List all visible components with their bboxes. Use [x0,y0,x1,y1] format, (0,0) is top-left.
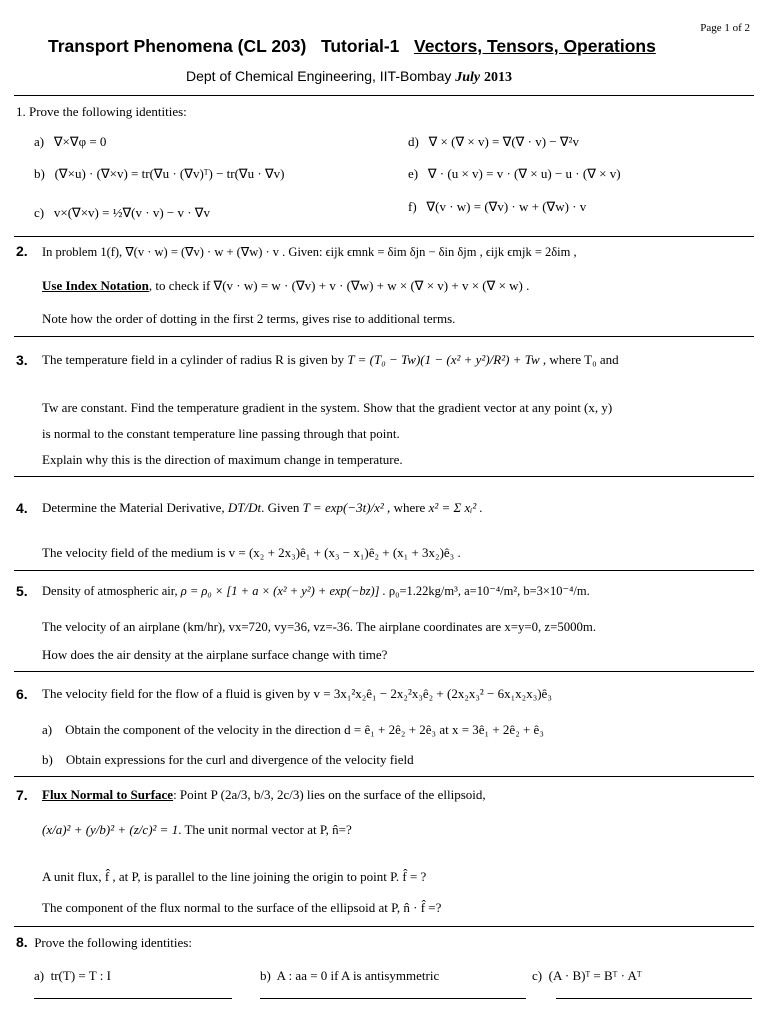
q8-b-equation: A : aa = 0 if A is antisymmetric [276,968,440,983]
q2-line2 [42,278,529,294]
q4-number: 4. [16,500,28,516]
q3-line4: Explain why this is the direction of maximum change in temperature. [42,452,403,467]
q3-line2: Tw are constant. Find the temperature gradient in the system. Show that the gradient vector at any point (x, y) [42,400,613,415]
q8-b [260,968,439,984]
q6-b [42,752,414,768]
divider [14,95,754,96]
q2-line1-b: ∇(v · w) = (∇v) · w + (∇w) · v . Given: ϵijk ϵmnk = δim δjn − δin δjm , ϵijk ϵmjk = 2δim , [125,245,577,259]
q7-line4: The component of the flux normal to the surface of the ellipsoid at P, n̂ · f̂ =? [42,900,442,915]
q1-a [34,134,106,150]
q8-text: Prove the following identities: [34,935,192,950]
q4-sum-eq: x² = Σ xᵢ² . [428,500,483,515]
q6-b-label: b) [42,752,53,767]
q1-e-label: e) [408,166,419,181]
answer-line [34,998,232,999]
q8-c-label: c) [532,968,543,983]
q7-line2 [42,822,352,838]
q6-a [42,722,544,738]
q5-density-eq: ρ = ρ₀ × [1 + a × (x² + y²) + exp(−bz)] . [180,584,386,598]
q6-a-text: Obtain the component of the velocity in the direction d = ê₁ + 2ê₂ + 2ê₃ at x = 3ê₁ + 2ê₂ + ê₃ [65,722,544,737]
q1-d-equation: ∇ × (∇ × v) = ∇(∇ · v) − ∇²v [428,134,579,149]
q6-a-label: a) [42,722,53,737]
divider [14,570,754,571]
date-month: July [455,70,481,85]
q7-line2-text: . The unit normal vector at P, n̂=? [178,822,352,837]
q7-line1-text: : Point P (2a/3, b/3, 2c/3) lies on the surface of the ellipsoid, [173,787,486,802]
q1-e-equation: ∇ · (u × v) = v · (∇ × u) − u · (∇ × v) [427,166,621,181]
q1-d-label: d) [408,134,419,149]
q5-line3: How does the air density at the airplane surface change with time? [42,647,388,662]
q3-line3: is normal to the constant temperature line passing through that point. [42,426,400,441]
date-year: 2013 [484,70,513,85]
q1-d [408,134,579,150]
q4-material-derivative: DT/Dt [227,500,262,515]
answer-line [260,998,526,999]
q5-constants: ρ₀=1.22kg/m³, a=10⁻⁴/m², b=3×10⁻⁴/m. [388,584,590,598]
q1-f [408,199,586,215]
divider [14,926,754,927]
page-number: Page 1 of 2 [700,22,750,34]
q4-line1-a: Determine the Material Derivative, [42,500,225,515]
q4-line1-e: where [393,500,426,515]
divider [14,236,754,237]
q1-text: Prove the following identities: [29,104,187,119]
q2-line1 [42,244,577,260]
q7-ellipsoid-eq: (x/a)² + (y/b)² + (z/c)² = 1 [42,822,179,837]
q5-line1-a: Density of atmospheric air, [42,584,178,598]
q2-line3: Note how the order of dotting in the first 2 terms, gives rise to additional terms. [42,311,456,326]
q7-line1 [42,787,486,803]
q1-number: 1. [16,104,26,119]
course-title: Transport Phenomena (CL 203) [48,36,307,56]
q1-b-equation: (∇×u) · (∇×v) = tr(∇u · (∇v)ᵀ) − tr(∇u · ∇v) [54,166,285,181]
q2-number: 2. [16,243,28,259]
q3-line1-text: The temperature field in a cylinder of radius R is given by [42,352,345,367]
q1-a-label: a) [34,134,45,149]
q1-e [408,166,621,182]
q6-line1: The velocity field for the flow of a fluid is given by v = 3x₁²x₂ê₁ − 2x₂²x₃ê₂ + (2x₂x₃² − 6x₁x₂x₃)ê₃ [42,686,552,701]
q7-heading: Flux Normal to Surface [42,787,174,802]
q4-temperature-eq: T = exp(−3t)/x² , [302,500,391,515]
divider [14,476,754,477]
q7-line3: A unit flux, f̂ , at P, is parallel to the line joining the origin to point P. f̂ = ? [42,869,427,884]
answer-line [556,998,752,999]
q8-number: 8. [16,934,28,950]
q6-b-text: Obtain expressions for the curl and divergence of the velocity field [65,752,414,767]
q7-number: 7. [16,787,28,803]
q1-c-label: c) [34,205,45,220]
q8-b-label: b) [260,968,271,983]
divider [14,671,754,672]
q1-f-equation: ∇(v · w) = (∇v) · w + (∇w) · v [426,199,587,214]
q2-line2-text: , to check if ∇(v · w) = w · (∇v) + v · (∇w) + w × (∇ × v) + v × (∇ × w) . [148,278,530,293]
divider [14,336,754,337]
q3-line1-end: where T₀ and [549,352,619,367]
q5-line2: The velocity of an airplane (km/hr), vx=720, vy=36, vz=-36. The airplane coordinates are x=y=0, z=5000m. [42,620,597,634]
q4-line1-c: . Given [261,500,300,515]
q1-c-equation: v×(∇×v) = ½∇(v · v) − v · ∇v [53,205,210,220]
q1-b-label: b) [34,166,45,181]
q2-index-notation: Use Index Notation [42,278,149,293]
divider [14,776,754,777]
q1-intro [16,104,187,120]
q1-f-label: f) [408,199,417,214]
q5-number: 5. [16,583,28,599]
department-line [186,68,512,86]
q1-c [34,205,210,221]
q1-b [34,166,284,182]
q8-c-equation: (A · B)ᵀ = Bᵀ · Aᵀ [548,968,642,983]
q1-a-equation: ∇×∇φ = 0 [53,134,107,149]
q2-line1-a: In problem 1(f), [42,245,123,259]
topic-title: Vectors, Tensors, Operations [413,36,656,56]
q8-intro [16,934,192,951]
q3-number: 3. [16,352,28,368]
q6-number: 6. [16,686,28,702]
q8-a [34,968,111,984]
q8-c [532,968,642,984]
q3-equation: T = (T₀ − Tw)(1 − (x² + y²)/R²) + Tw , [347,352,547,367]
tutorial-label: Tutorial-1 [320,36,400,56]
department: Dept of Chemical Engineering, IIT-Bombay [186,68,452,84]
q4-line1 [42,500,483,516]
q5-line1 [42,583,590,599]
q8-a-label: a) [34,968,45,983]
q3-line1 [42,352,619,368]
page-title [48,36,656,57]
q8-a-equation: tr(T) = T : I [50,968,111,983]
q4-line2: The velocity field of the medium is v = (x₂ + 2x₃)ê₁ + (x₃ − x₁)ê₂ + (x₁ + 3x₂)ê₃ . [42,545,461,560]
